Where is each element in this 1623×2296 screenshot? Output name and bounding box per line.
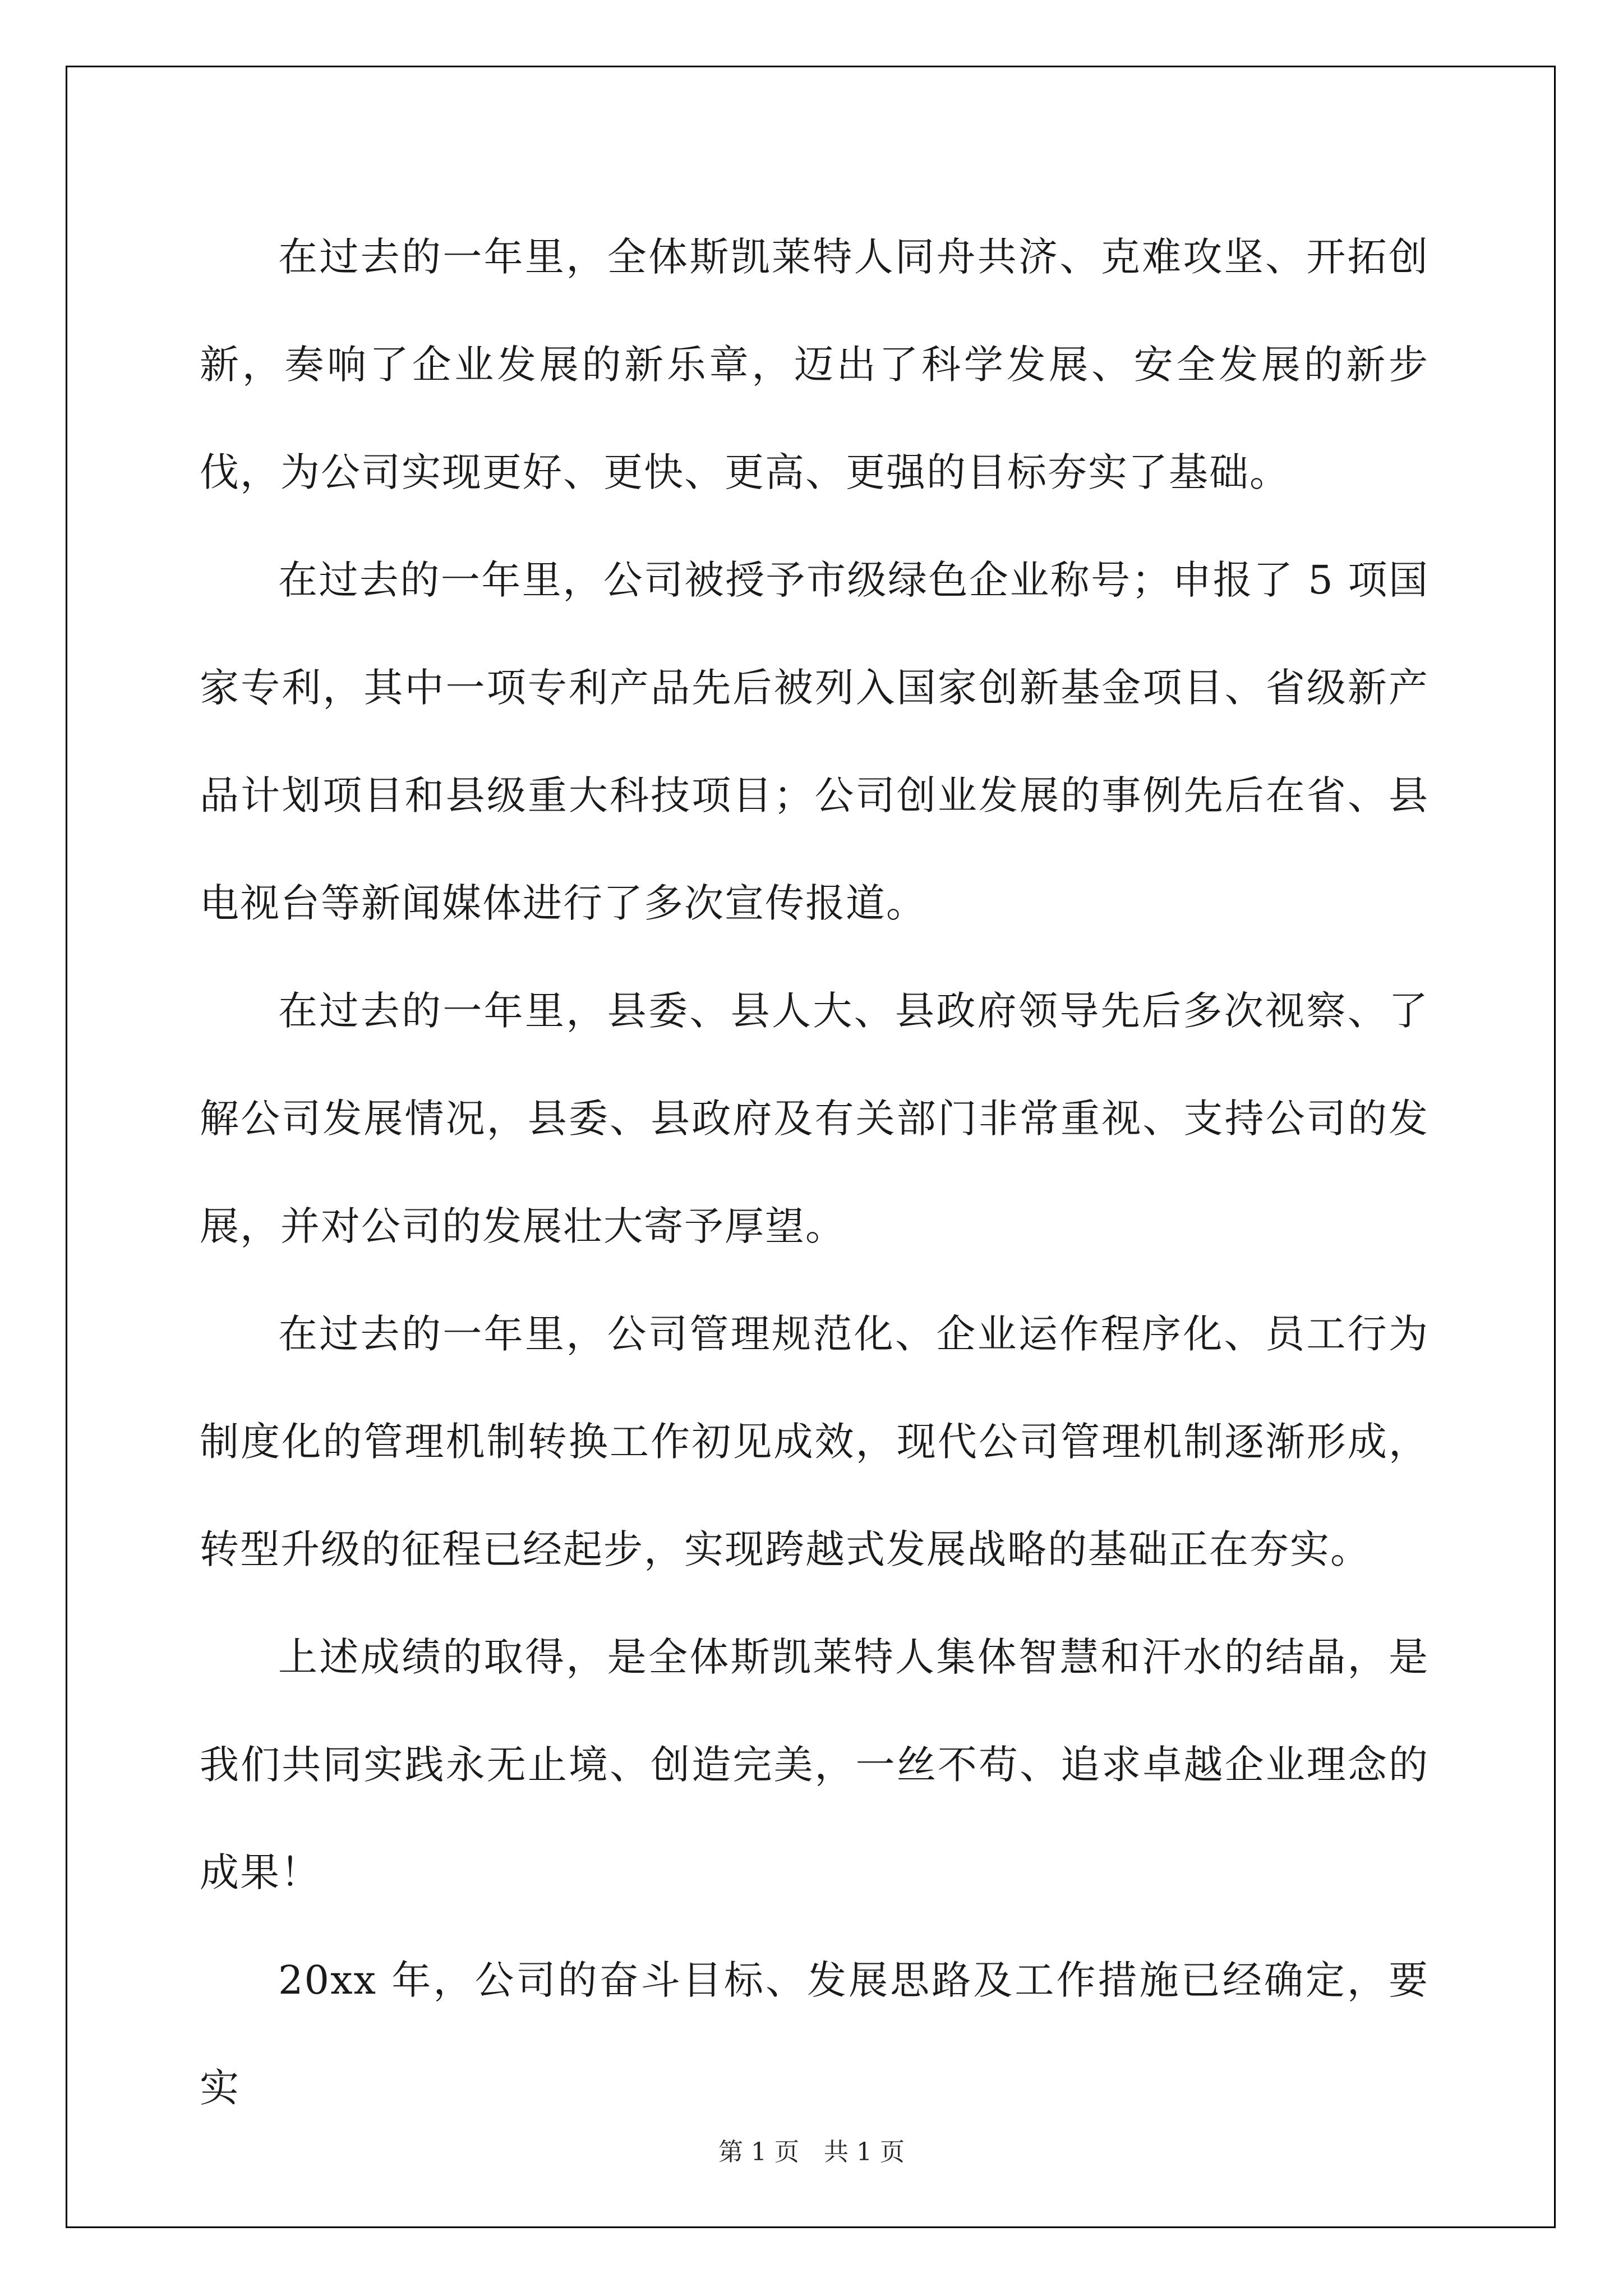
page-indicator: 第 1 页 <box>718 2138 799 2166</box>
page-total: 共 1 页 <box>824 2138 905 2166</box>
paragraph-4: 在过去的一年里，公司管理规范化、企业运作程序化、员工行为制度化的管理机制转换工作初见成效，现代公司管理机制逐渐形成，转型升级的征程已经起步，实现跨越式发展战略的基础正在夯实。 <box>200 1311 1429 1572</box>
document-body <box>200 203 1429 2142</box>
paragraph-3: 在过去的一年里，县委、县人大、县政府领导先后多次视察、了解公司发展情况，县委、县政府及有关部门非常重视、支持公司的发展，并对公司的发展壮大寄予厚望。 <box>200 988 1429 1249</box>
paragraph-1: 在过去的一年里，全体斯凯莱特人同舟共济、克难攻坚、开拓创新，奏响了企业发展的新乐章，迈出了科学发展、安全发展的新步伐，为公司实现更好、更快、更高、更强的目标夯实了基础。 <box>200 234 1429 495</box>
paragraph-5: 上述成绩的取得，是全体斯凯莱特人集体智慧和汗水的结晶，是我们共同实践永无止境、创造完美，一丝不苟、追求卓越企业理念的成果！ <box>200 1634 1429 1895</box>
page-footer <box>0 2132 1623 2168</box>
paragraph-6: 20xx 年，公司的奋斗目标、发展思路及工作措施已经确定，要实 <box>200 1957 1429 2111</box>
paragraph-2: 在过去的一年里，公司被授予市级绿色企业称号；申报了 5 项国家专利，其中一项专利产品先后被列入国家创新基金项目、省级新产品计划项目和县级重大科技项目；公司创业发展的事例先后在省、县电视台等新闻媒体进行了多次宣传报道。 <box>200 557 1429 926</box>
